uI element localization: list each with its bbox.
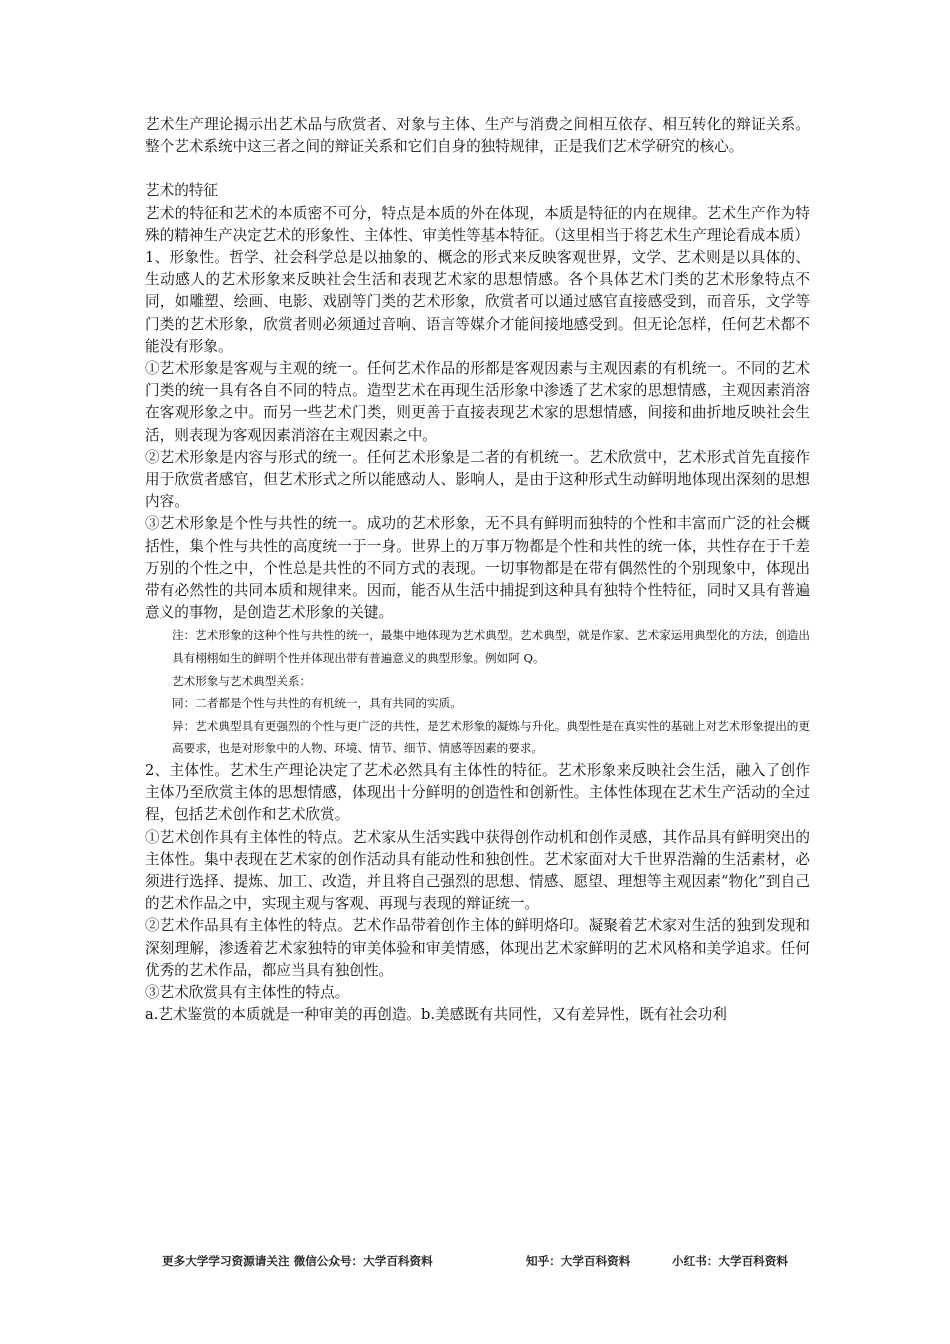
imagery-paragraph: 1、形象性。哲学、社会科学总是以抽象的、概念的形式来反映客观世界，文学、艺术则是以具体的、生动感人的艺术形象来反映社会生活和表现艺术家的思想情感。各个具体艺术门类的艺术形象特点不同，如雕塑、绘画、电影、戏剧等门类的艺术形象，欣赏者可以通过感官直接感受到，而音乐，文学等门类的艺术形象，欣赏者则必须通过音响、语言等媒介才能间接地感受到。但无论怎样，任何艺术都不能没有形象。: [145, 249, 810, 355]
page-footer: [0, 1253, 950, 1271]
footer-xiaohongshu: 小红书：大学百科资料: [672, 1254, 788, 1268]
note-relation-heading: 艺术形象与艺术典型关系：: [172, 673, 312, 688]
subjectivity-paragraph: 2、主体性。艺术生产理论决定了艺术必然具有主体性的特征。艺术形象来反映社会生活，融入了创作主体乃至欣赏主体的思想情感，体现出十分鲜明的创造性和创新性。主体性体现在艺术生产活动的全过程，包括艺术创作和艺术欣赏。: [145, 762, 810, 824]
imagery-point-3: ③艺术形象是个性与共性的统一。成功的艺术形象，无不具有鲜明而独特的个性和丰富而广泛的社会概括性，集个性与共性的高度统一于一身。世界上的万事万物都是个性和共性的统一体，共性存在于千差万别的个性之中，个性总是共性的不同方式的表现。一切事物都是在带有偶然性的个别现象中，体现出带有必然性的共同本质和规律来。因而，能否从生活中捕捉到这种具有独特个性特征，同时又具有普遍意义的事物，是创造艺术形象的关键。: [145, 515, 810, 622]
footer-zhihu: 知乎：大学百科资料: [526, 1254, 631, 1268]
document-body: [145, 114, 810, 1026]
footer-wechat: 更多大学学习资源请关注 微信公众号：大学百科资料: [162, 1254, 433, 1268]
paragraph-gap: [145, 158, 810, 180]
note-difference: 异：艺术典型具有更强烈的个性与更广泛的共性，是艺术形象的凝炼与升化。典型性是在真实性的基础上对艺术形象提出的更高要求，也是对形象中的人物、环境、情节、细节、情感等因素的要求。: [172, 718, 810, 756]
subjectivity-point-3: ③艺术欣赏具有主体性的特点。: [145, 984, 350, 1002]
section-heading: 艺术的特征: [145, 182, 218, 200]
intro-paragraph: 艺术生产理论揭示出艺术品与欣赏者、对象与主体、生产与消费之间相互依存、相互转化的辩证关系。整个艺术系统中这三者之间的辩证关系和它们自身的独特规律，正是我们艺术学研究的核心。: [145, 116, 810, 156]
subjectivity-point-2: ②艺术作品具有主体性的特点。艺术作品带着创作主体的鲜明烙印。凝聚着艺术家对生活的独到发现和深刻理解，渗透着艺术家独特的审美体验和审美情感，体现出艺术家鲜明的艺术风格和美学追求。任何优秀的艺术作品，都应当具有独创性。: [145, 917, 810, 979]
imagery-point-1: ①艺术形象是客观与主观的统一。任何艺术作品的形都是客观因素与主观因素的有机统一。不同的艺术门类的统一具有各自不同的特点。造型艺术在再现生活形象中渗透了艺术家的思想情感，主观因素消溶在客观形象之中。而另一些艺术门类，则更善于直接表现艺术家的思想情感，间接和曲折地反映社会生活，则表现为客观因素消溶在主观因素之中。: [145, 360, 810, 444]
note-similarity: 同：二者都是个性与共性的有机统一，具有共同的实质。: [172, 696, 462, 711]
imagery-point-2: ②艺术形象是内容与形式的统一。任何艺术形象是二者的有机统一。艺术欣赏中，艺术形式首先直接作用于欣赏者感官，但艺术形式之所以能感动人、影响人，是由于这种形式生动鲜明地体现出深刻的思想内容。: [145, 448, 810, 511]
subjectivity-point-1: ①艺术创作具有主体性的特点。艺术家从生活实践中获得创作动机和创作灵感，其作品具有鲜明突出的主体性。集中表现在艺术家的创作活动具有能动性和独创性。艺术家面对大千世界浩瀚的生活素材，必须进行选择、提炼、加工、改造，并且将自己强烈的思想、情感、愿望、理想等主观因素“物化”到自己的艺术作品之中，实现主观与客观、再现与表现的辩证统一。: [145, 828, 810, 913]
note-typical-image: 注：艺术形象的这种个性与共性的统一，最集中地体现为艺术典型。艺术典型，就是作家、艺术家运用典型化的方法，创造出具有栩栩如生的鲜明个性并体现出带有普遍意义的典型形象。例如阿 Q。: [172, 628, 810, 666]
subjectivity-point-3-detail: a.艺术鉴赏的本质就是一种审美的再创造。b.美感既有共同性，又有差异性，既有社会功利: [145, 1006, 727, 1024]
feature-intro-paragraph: 艺术的特征和艺术的本质密不可分，特点是本质的外在体现，本质是特征的内在规律。艺术生产作为特殊的精神生产决定艺术的形象性、主体性、审美性等基本特征。（这里相当于将艺术生产理论看成本质）: [145, 204, 810, 244]
